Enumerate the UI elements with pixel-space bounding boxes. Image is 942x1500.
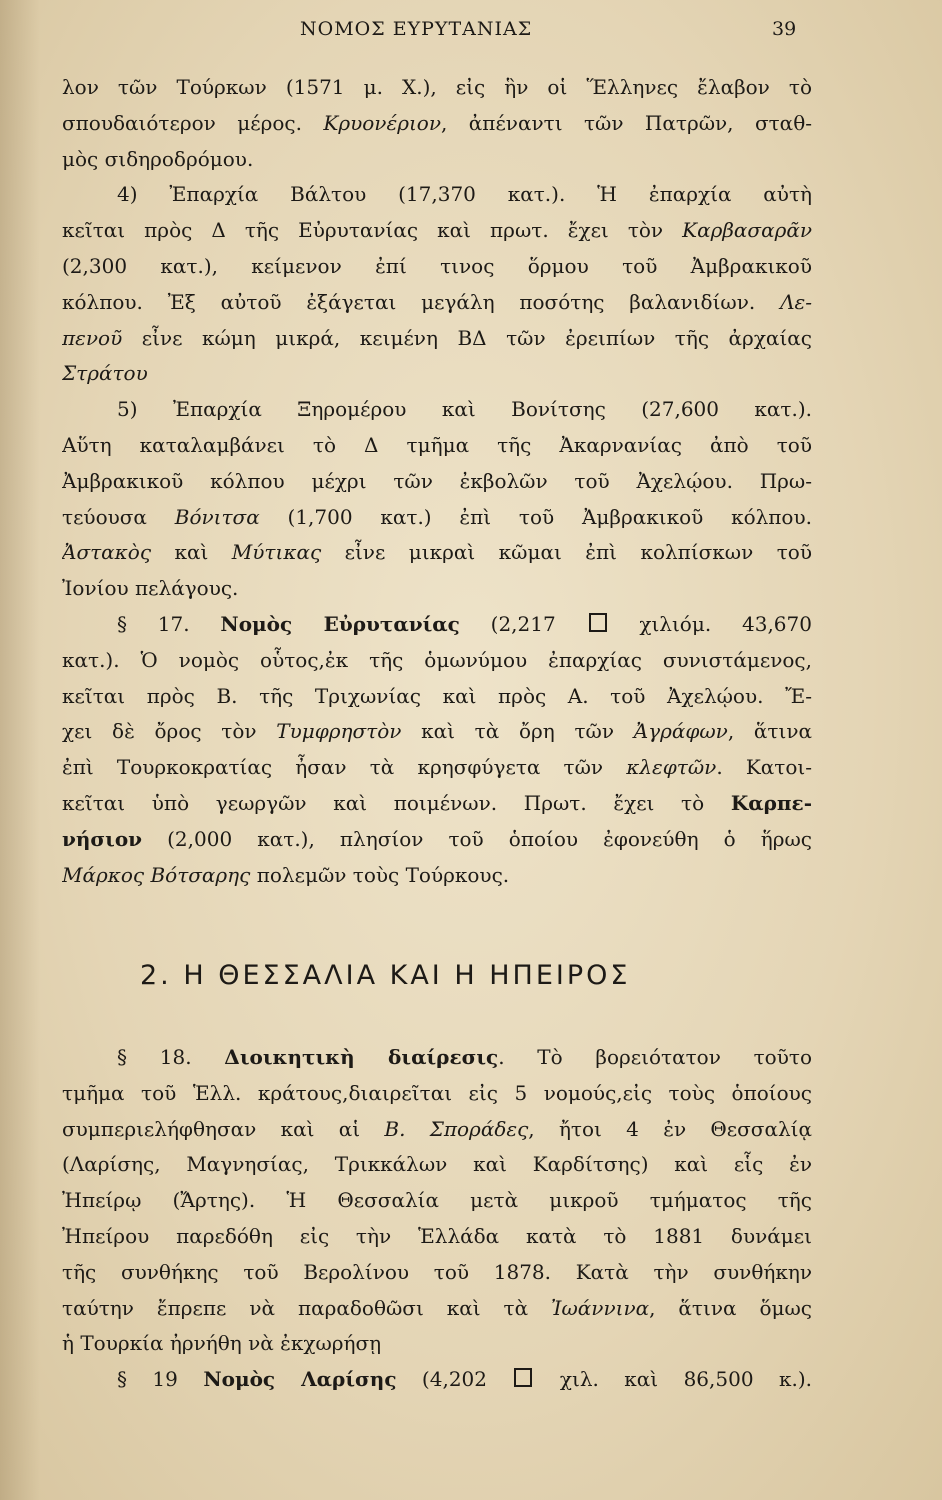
section-title: Νομὸς Λαρίσης [203, 1367, 397, 1392]
place-name-bold: νήσιον [62, 826, 143, 851]
text-line [62, 392, 812, 428]
text-run: 5) Ἐπαρχία Ξηρομέρου καὶ Βονίτσης (27,600 κατ.). [117, 397, 812, 422]
text-line [62, 1291, 812, 1327]
text-run: σπουδαιότερον μέρος. [62, 110, 324, 135]
text-run: Ἠπείρῳ (Ἄρτης). Ἡ Θεσσαλία μετὰ μικροῦ τμήματος τῆς [62, 1188, 812, 1213]
text-run: κεῖται ὑπὸ γεωργῶν καὶ ποιμένων. Πρωτ. ἔχει τὸ [62, 790, 731, 815]
section-number: § 19 [117, 1367, 204, 1392]
place-name: Ἰωάννινα [551, 1295, 650, 1320]
text-line [62, 177, 812, 213]
text-run: καὶ [151, 540, 232, 565]
text-line [62, 321, 812, 357]
text-run: (Λαρίσης, Μαγνησίας, Τρικκάλων καὶ Καρδίτσης) καὶ εἷς ἐν [62, 1152, 812, 1177]
text-run: ταύτην ἔπρεπε νὰ παραδοθῶσι καὶ τὰ [62, 1295, 552, 1320]
place-name: Κρυονέριον [323, 110, 441, 135]
text-run: πολεμῶν τοὺς Τούρκους. [250, 862, 510, 887]
text-run: , ἅτινα [727, 719, 812, 744]
place-name: Λε- [780, 289, 812, 314]
text-run: μὸς σιδηροδρόμου. [62, 146, 254, 171]
binding-shadow [0, 0, 40, 1500]
page-number: 39 [772, 18, 797, 40]
place-name: Τυμφρηστὸν [276, 719, 402, 744]
text-line [62, 356, 812, 392]
section-title: Διοικητικὴ διαίρεσις [224, 1045, 499, 1069]
text-line [62, 1255, 812, 1291]
text-line [62, 607, 812, 643]
text-run: (2,000 κατ.), πλησίον τοῦ ὁποίου ἐφονεύθη ὁ ἥρως [142, 826, 812, 851]
text-run: Ἀμβρακικοῦ κόλπου μέχρι τῶν ἐκβολῶν τοῦ Ἀχελῴου. Πρω- [62, 468, 812, 493]
place-name: πενοῦ [62, 325, 123, 350]
text-line [62, 1326, 812, 1362]
text-run: λον τῶν Τούρκων (1571 μ. Χ.), εἰς ἣν οἱ Ἕλληνες ἔλαβον τὸ [62, 75, 812, 99]
text-line [62, 750, 812, 786]
text-line [62, 1219, 812, 1255]
text-line [62, 714, 812, 750]
text-run: (4,202 [396, 1367, 513, 1392]
text-run: τεύουσα [62, 504, 175, 529]
text-run: κεῖται πρὸς Β. τῆς Τριχωνίας καὶ πρὸς Α. τοῦ Ἀχελῴου. Ἔ- [62, 683, 812, 708]
text-run: ἡ Τουρκία ἠρνήθη νὰ ἐκχωρήσῃ [62, 1331, 382, 1356]
text-run: (2,300 κατ.), κείμενον ἐπί τινος ὅρμου τοῦ Ἀμβρακικοῦ [62, 253, 812, 278]
place-name: Καρβασαρᾶν [682, 218, 812, 243]
text-line [62, 1183, 812, 1219]
emphasis: κλεφτῶν [626, 755, 717, 780]
text-line [62, 285, 812, 321]
square-symbol-icon [589, 613, 607, 632]
text-run: τμῆμα τοῦ Ἑλλ. κράτους,διαιρεῖται εἰς 5 νομούς,εἰς τοὺς ὁποίους [62, 1080, 812, 1105]
text-line [62, 70, 812, 106]
person-name: Μάρκος Βότσαρης [62, 862, 251, 887]
text-line [62, 679, 812, 715]
text-run: , ἀπέναντι τῶν Πατρῶν, σταθ- [441, 110, 812, 135]
text-line [62, 1112, 812, 1148]
text-line [62, 643, 812, 679]
place-name: Στράτου [62, 361, 148, 386]
page-header [0, 18, 942, 48]
place-name: Μύτικας [231, 540, 322, 565]
text-line [62, 786, 812, 822]
text-line [62, 213, 812, 249]
place-name-bold: Καρπε- [730, 790, 812, 815]
place-name: Ἀγράφων [633, 719, 728, 744]
text-run: Ἠπείρου παρεδόθη εἰς τὴν Ἑλλάδα κατὰ τὸ 1881 δυνάμει [62, 1223, 812, 1248]
text-run: Αὕτη καταλαμβάνει τὸ Δ τμῆμα τῆς Ἀκαρνανίας ἀπὸ τοῦ [62, 432, 812, 457]
text-run: (2,217 [459, 611, 587, 636]
text-line [62, 1040, 812, 1076]
text-line [62, 571, 812, 607]
text-run: κεῖται πρὸς Δ τῆς Εὐρυτανίας καὶ πρωτ. ἔχει τὸν [62, 218, 683, 243]
text-run: . Κατοι- [716, 755, 812, 780]
text-run: , ἤτοι 4 ἐν Θεσσαλίᾳ [528, 1116, 812, 1141]
text-run: 4) Ἐπαρχία Βάλτου (17,370 κατ.). Ἡ ἐπαρχία αὐτὴ [117, 182, 812, 207]
text-run: (1,700 κατ.) ἐπὶ τοῦ Ἀμβρακικοῦ κόλπου. [259, 504, 812, 529]
text-line [62, 1147, 812, 1183]
text-line [62, 249, 812, 285]
section-number: § 17. [117, 611, 221, 636]
text-line [62, 1076, 812, 1112]
text-body-eurytania [62, 70, 812, 893]
text-run: τῆς συνθήκης τοῦ Βερολίνου τοῦ 1878. Κατὰ τὴν συνθήκην [62, 1259, 812, 1284]
text-line [62, 106, 812, 142]
place-name: Β. Σποράδες [384, 1116, 529, 1141]
text-body-thessaly [62, 1040, 812, 1398]
text-run: συμπεριελήφθησαν καὶ αἱ [62, 1116, 385, 1141]
place-name: Ἀστακὸς [62, 540, 152, 565]
text-run: κατ.). Ὁ νομὸς οὗτος,ἐκ τῆς ὁμωνύμου ἐπαρχίας συνιστάμενος, [62, 647, 812, 672]
section-title: Νομὸς Εὐρυτανίας [220, 611, 460, 636]
place-name: Βόνιτσα [174, 504, 260, 529]
text-run: χει δὲ ὄρος τὸν [62, 719, 277, 744]
text-run: ἐπὶ Τουρκοκρατίας ἦσαν τὰ κρησφύγετα τῶν [62, 755, 627, 780]
text-line [62, 858, 812, 894]
text-run: εἶνε κώμη μικρά, κειμένη ΒΔ τῶν ἐρειπίων τῆς ἀρχαίας [122, 325, 812, 350]
text-run: Ἰονίου πελάγους. [62, 576, 239, 601]
section-number: § 18. [117, 1045, 225, 1069]
running-title: ΝΟΜΟΣ ΕΥΡΥΤΑΝΙΑΣ [300, 18, 533, 40]
text-run: εἶνε μικραὶ κῶμαι ἐπὶ κολπίσκων τοῦ [321, 540, 812, 565]
text-line [62, 535, 812, 571]
text-line [62, 500, 812, 536]
text-line [62, 428, 812, 464]
text-line [62, 464, 812, 500]
text-run: χιλιόμ. 43,670 [608, 611, 812, 636]
text-line [62, 822, 812, 858]
text-run: καὶ τὰ ὄρη τῶν [401, 719, 634, 744]
text-run: , ἅτινα ὅμως [649, 1295, 812, 1320]
text-line [62, 142, 812, 178]
square-symbol-icon [514, 1368, 532, 1387]
text-run: κόλπου. Ἐξ αὐτοῦ ἐξάγεται μεγάλη ποσότης βαλανιδίων. [62, 289, 781, 314]
text-line [62, 1362, 812, 1398]
text-run: . Τὸ βορειότατον τοῦτο [498, 1045, 812, 1069]
chapter-heading: 2. Η ΘΕΣΣΑΛΙΑ ΚΑΙ Η ΗΠΕΙΡΟΣ [140, 960, 631, 991]
text-run: χιλ. καὶ 86,500 κ.). [534, 1367, 812, 1392]
